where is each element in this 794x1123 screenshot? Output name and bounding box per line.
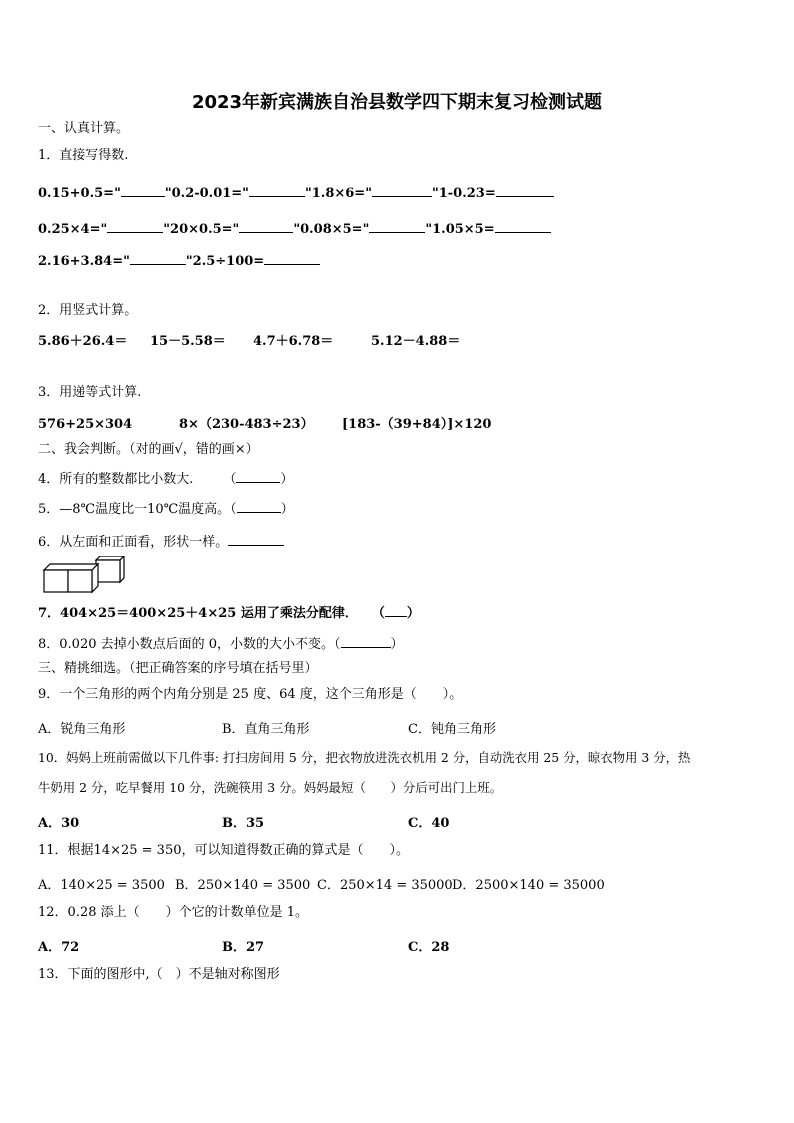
q2-label: 2．用竖式计算。 bbox=[38, 303, 138, 318]
q1-r1-item-2: "0.2-0.01=" bbox=[164, 186, 249, 201]
q7 bbox=[38, 603, 420, 622]
q9-text: 9．一个三角形的两个内角分别是 25 度、64 度，这个三角形是（ ）。 bbox=[38, 687, 463, 702]
q10-line-2: 牛奶用 2 分，吃早餐用 10 分，洗碗筷用 3 分。妈妈最短（ ）分后可出门上班。 bbox=[38, 780, 503, 795]
q5-text: 5．—8℃温度比一10℃温度高。 bbox=[38, 502, 231, 517]
answer-blank[interactable] bbox=[228, 532, 284, 546]
q1-r2-item-4: "1.05×5= bbox=[425, 222, 495, 237]
answer-blank[interactable] bbox=[341, 634, 391, 648]
q9-option-b[interactable]: B．直角三角形 bbox=[222, 722, 310, 737]
answer-blank[interactable] bbox=[237, 499, 281, 513]
q8-paren-open: （ bbox=[334, 637, 341, 652]
q2-item-3: 4.7＋6.78＝ bbox=[253, 334, 334, 349]
answer-blank[interactable] bbox=[369, 219, 425, 233]
q11-option-d[interactable]: D．2500×140 = 35000 bbox=[452, 878, 605, 893]
q4-text: 4．所有的整数都比小数大. bbox=[38, 472, 194, 487]
q8 bbox=[38, 634, 404, 653]
answer-blank[interactable] bbox=[130, 251, 186, 265]
q7-paren-open: （ bbox=[371, 606, 385, 621]
q1-row-2 bbox=[38, 219, 551, 238]
q8-text: 8．0.020 去掉小数点后面的 0，小数的大小不变。 bbox=[38, 637, 335, 652]
section-3-heading: 三、精挑细选。（把正确答案的序号填在括号里） bbox=[38, 661, 318, 676]
q1-r1-item-3: "1.8×6=" bbox=[304, 186, 372, 201]
q12-option-c[interactable]: C．28 bbox=[408, 940, 450, 955]
q7-text: 7．404×25＝400×25＋4×25 运用了乘法分配律． bbox=[38, 606, 358, 621]
q9-option-a[interactable]: A．锐角三角形 bbox=[38, 722, 126, 737]
q11-option-b[interactable]: B．250×140 = 3500 bbox=[175, 878, 311, 893]
q3-item-3: [183-（39+84）]×120 bbox=[342, 417, 492, 432]
q1-r2-item-2: "20×0.5=" bbox=[163, 222, 240, 237]
section-2-heading: 二、我会判断。（对的画√，错的画×） bbox=[38, 442, 259, 457]
q4-paren-close: ） bbox=[280, 472, 294, 487]
q1-r3-item-2: "2.5÷100= bbox=[185, 254, 265, 269]
answer-blank[interactable] bbox=[107, 219, 163, 233]
q5-paren-close: ） bbox=[280, 502, 294, 517]
q2-item-1: 5.86＋26.4＝ bbox=[38, 334, 128, 349]
q10-line-1: 10．妈妈上班前需做以下几件事: 打扫房间用 5 分，把衣物放进洗衣机用 2 分，自动洗衣用 25 分，晾衣物用 3 分，热 bbox=[38, 750, 691, 765]
q6 bbox=[38, 532, 284, 551]
q9-option-c[interactable]: C．钝角三角形 bbox=[408, 722, 496, 737]
q8-paren-close: ） bbox=[390, 637, 404, 652]
q3-item-1: 576+25×304 bbox=[38, 417, 133, 432]
q11-text: 11．根据14×25 = 350，可以知道得数正确的算式是（ ）。 bbox=[38, 843, 409, 858]
cubes-figure bbox=[40, 556, 126, 594]
answer-blank[interactable] bbox=[385, 603, 407, 617]
q2-row bbox=[38, 334, 460, 350]
q3-label: 3．用递等式计算. bbox=[38, 385, 142, 400]
answer-blank[interactable] bbox=[496, 183, 554, 197]
q5-paren-open: （ bbox=[230, 502, 237, 517]
q1-r2-item-3: "0.08×5=" bbox=[293, 222, 370, 237]
answer-blank[interactable] bbox=[239, 219, 293, 233]
q12-option-b[interactable]: B．27 bbox=[222, 940, 265, 955]
answer-blank[interactable] bbox=[372, 183, 432, 197]
answer-blank[interactable] bbox=[264, 251, 320, 265]
q10-option-a[interactable]: A．30 bbox=[38, 816, 80, 831]
q2-item-4: 5.12－4.88＝ bbox=[371, 334, 461, 349]
q1-label: 1．直接写得数. bbox=[38, 148, 129, 163]
answer-blank[interactable] bbox=[249, 183, 305, 197]
q3-row bbox=[38, 417, 491, 433]
q5 bbox=[38, 499, 294, 518]
q4 bbox=[38, 469, 293, 488]
q1-r3-item-1: 2.16+3.84=" bbox=[38, 254, 130, 269]
q1-r1-item-1: 0.15+0.5=" bbox=[38, 186, 121, 201]
q11-option-c[interactable]: C．250×14 = 35000 bbox=[317, 878, 453, 893]
q1-r2-item-1: 0.25×4=" bbox=[38, 222, 108, 237]
answer-blank[interactable] bbox=[236, 469, 280, 483]
q7-paren-close: ） bbox=[406, 606, 420, 621]
page-title: 2023年新宾满族自治县数学四下期末复习检测试题 bbox=[191, 92, 603, 113]
answer-blank[interactable] bbox=[495, 219, 551, 233]
answer-blank[interactable] bbox=[121, 183, 165, 197]
q1-row-1 bbox=[38, 183, 554, 202]
section-1-heading: 一、认真计算。 bbox=[38, 121, 130, 136]
q12-option-a[interactable]: A．72 bbox=[38, 940, 80, 955]
q2-item-2: 15－5.58＝ bbox=[150, 334, 226, 349]
q11-option-a[interactable]: A．140×25 = 3500 bbox=[38, 878, 165, 893]
q10-option-b[interactable]: B．35 bbox=[222, 816, 265, 831]
q13-text: 13．下面的图形中,（ ）不是轴对称图形 bbox=[38, 967, 280, 982]
q1-r1-item-4: "1-0.23= bbox=[431, 186, 496, 201]
q1-row-3 bbox=[38, 251, 320, 270]
q10-option-c[interactable]: C．40 bbox=[408, 816, 450, 831]
q4-paren-open: （ bbox=[223, 472, 237, 487]
q6-text: 6．从左面和正面看，形状一样。 bbox=[38, 535, 229, 550]
q12-text: 12．0.28 添上（ ）个它的计数单位是 1。 bbox=[38, 905, 309, 920]
q3-item-2: 8×（230-483÷23） bbox=[179, 417, 314, 432]
